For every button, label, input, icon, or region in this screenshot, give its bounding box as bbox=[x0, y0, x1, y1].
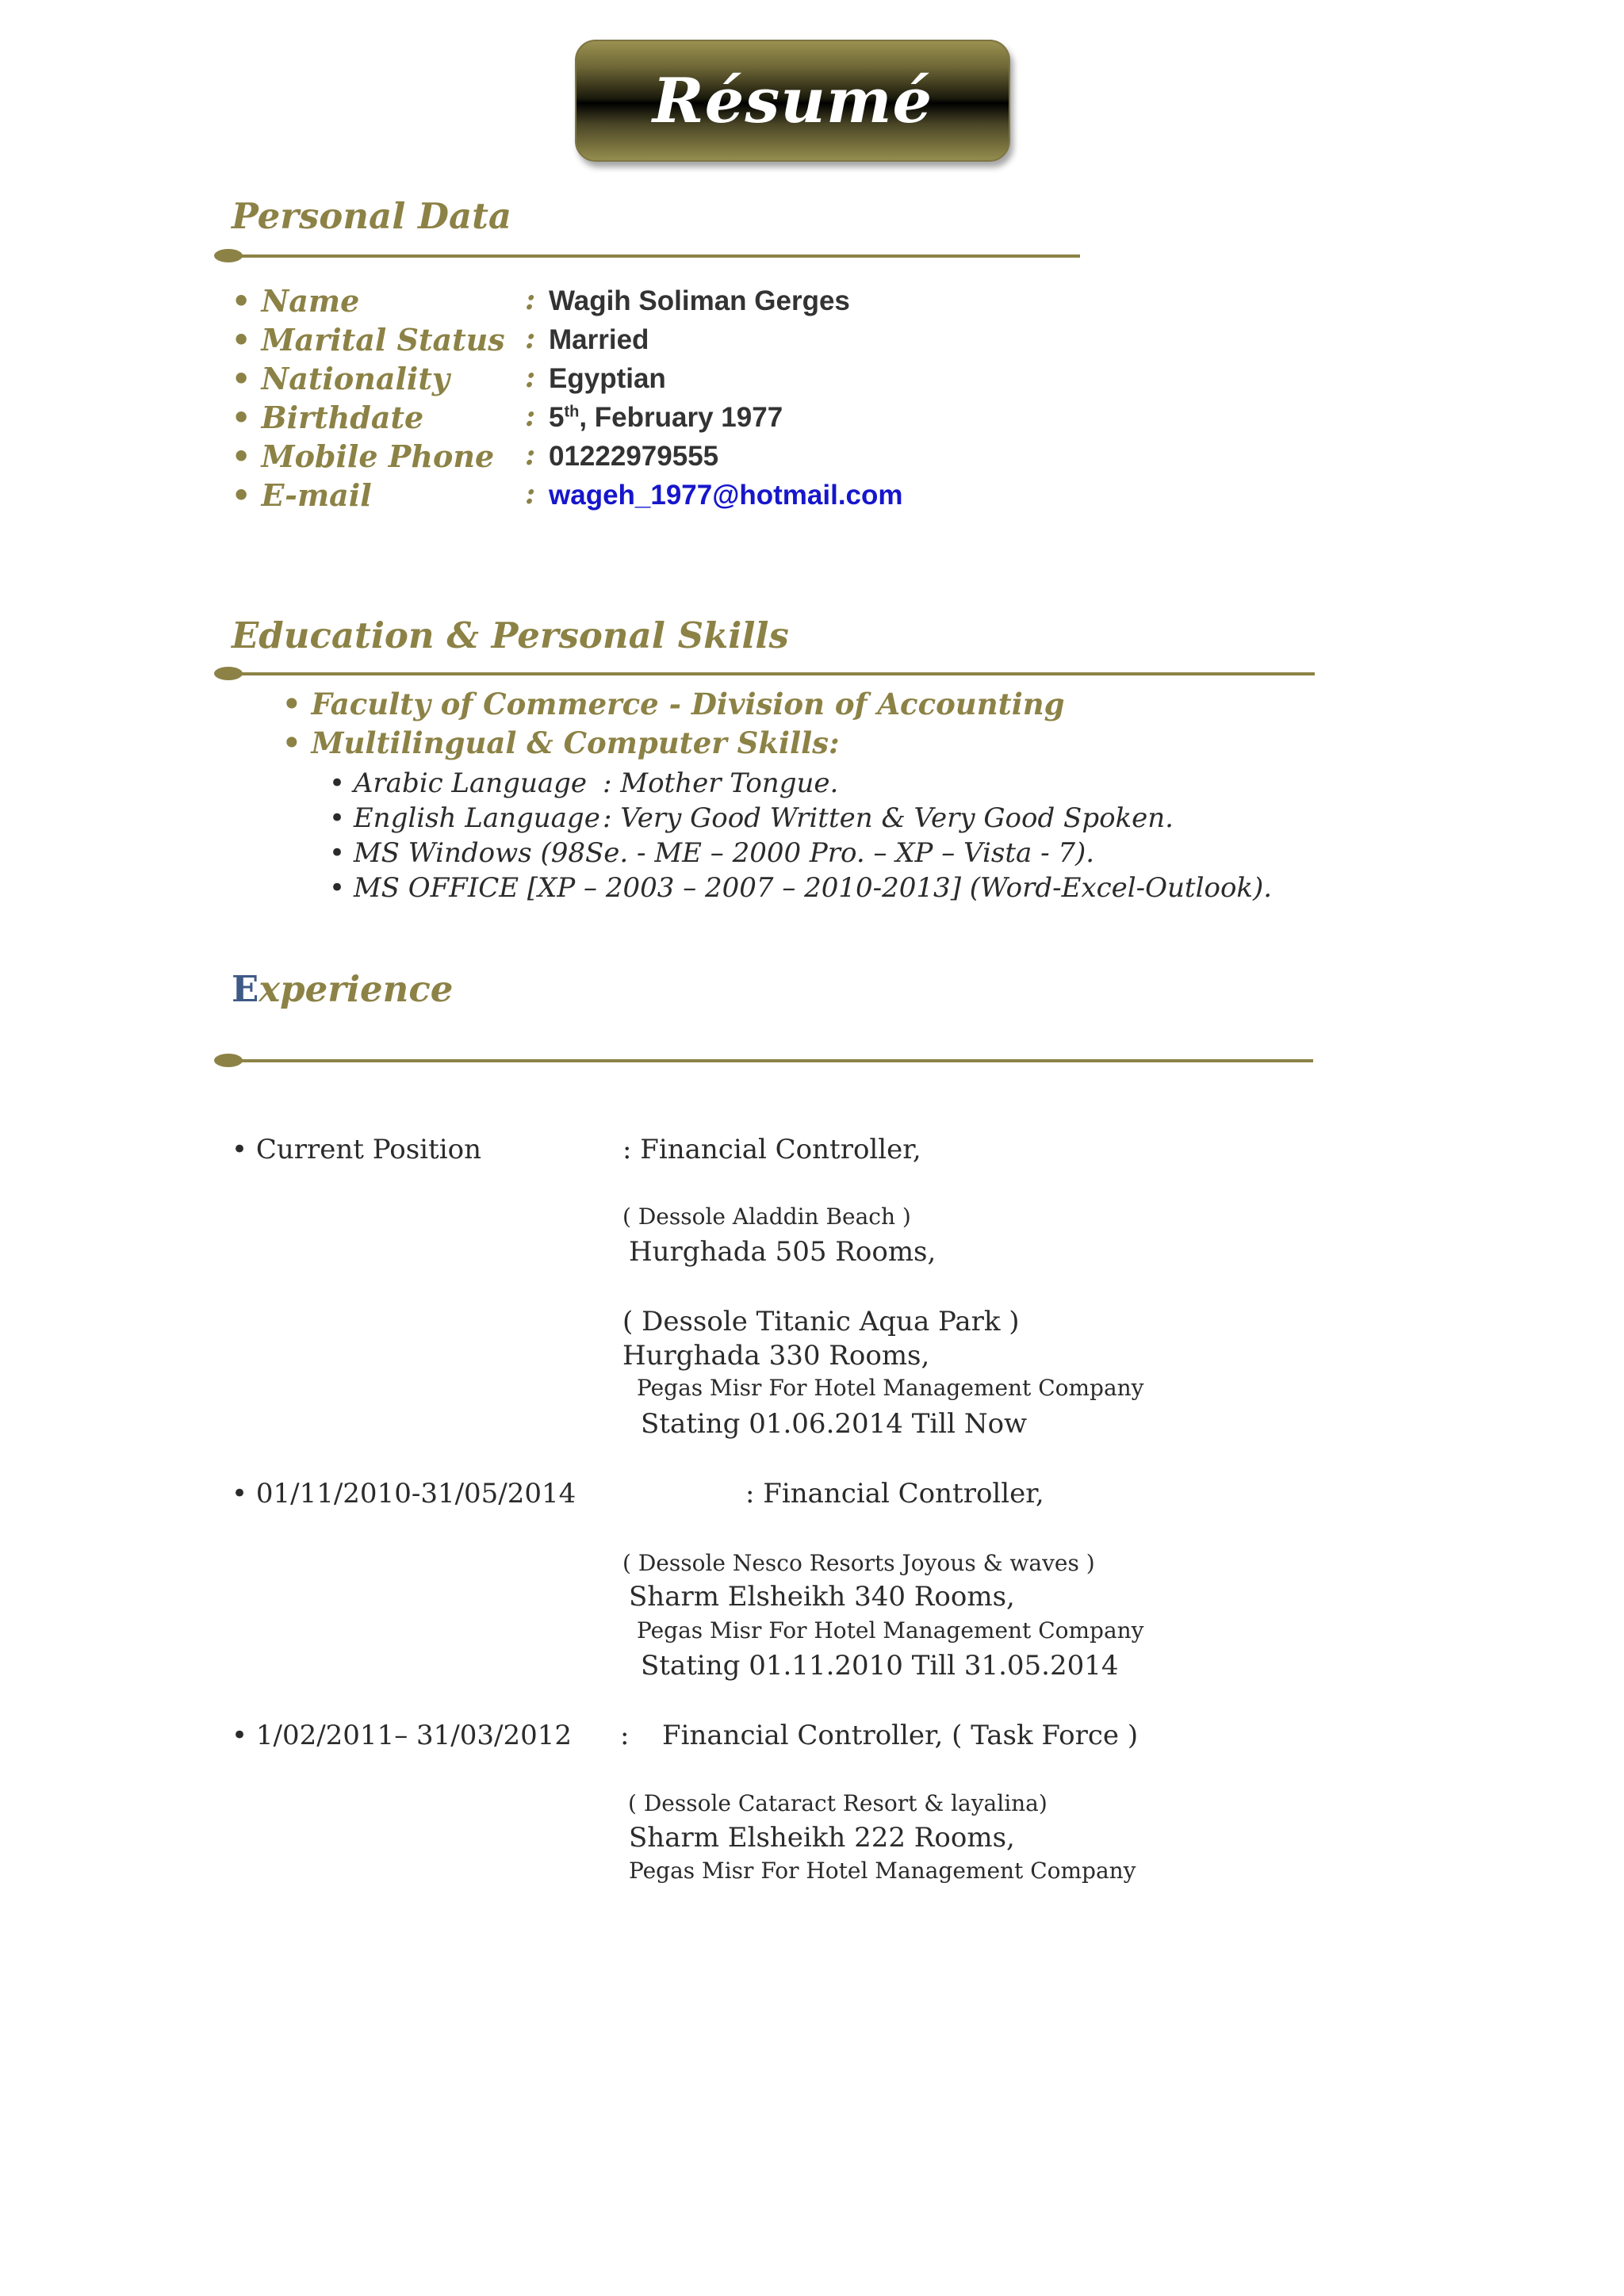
nationality-label: • Nationality bbox=[232, 361, 450, 396]
skill-english-label: • English Language bbox=[329, 802, 600, 834]
job3-title: Financial Controller, ( Task Force ) bbox=[662, 1720, 1139, 1751]
job3-hotel: ( Dessole Cataract Resort & layalina) bbox=[628, 1790, 1048, 1816]
birthdate-value bbox=[549, 402, 783, 434]
job2-dates: Stating 01.11.2010 Till 31.05.2014 bbox=[641, 1650, 1119, 1682]
colon: : bbox=[525, 283, 536, 316]
marital-status-value: Married bbox=[549, 324, 649, 355]
experience-heading-initial: E bbox=[232, 968, 259, 1010]
skill-arabic-level: : Mother Tongue. bbox=[603, 767, 839, 799]
colon: : bbox=[525, 322, 536, 355]
mobile-phone-row bbox=[232, 438, 1104, 477]
birthdate-row bbox=[232, 400, 1104, 438]
skill-english bbox=[329, 802, 1174, 834]
colon: : bbox=[525, 477, 536, 511]
resume-title: Résumé bbox=[652, 64, 933, 137]
job3-location: Sharm Elsheikh 222 Rooms, bbox=[629, 1822, 1015, 1854]
job3-colon: : bbox=[620, 1720, 630, 1751]
personal-data-heading: Personal Data bbox=[232, 195, 512, 237]
job1-period: • Current Position bbox=[232, 1134, 481, 1165]
mobile-phone-value: 01222979555 bbox=[549, 441, 719, 472]
personal-data-divider bbox=[216, 254, 1080, 258]
education-divider bbox=[216, 672, 1315, 675]
education-heading: Education & Personal Skills bbox=[232, 614, 789, 656]
job3-period: • 1/02/2011– 31/03/2012 bbox=[232, 1720, 572, 1751]
mobile-phone-label: • Mobile Phone bbox=[232, 438, 495, 474]
job2-period: • 01/11/2010-31/05/2014 bbox=[232, 1478, 576, 1510]
birthdate-day: 5 bbox=[549, 402, 565, 433]
name-label: • Name bbox=[232, 283, 360, 319]
marital-status-label: • Marital Status bbox=[232, 322, 505, 358]
birthdate-rest: , February 1977 bbox=[579, 402, 783, 433]
job3-company: Pegas Misr For Hotel Management Company bbox=[629, 1858, 1136, 1884]
colon: : bbox=[525, 361, 536, 394]
email-row bbox=[232, 477, 1104, 516]
email-label: • E-mail bbox=[232, 477, 372, 513]
birthdate-label: • Birthdate bbox=[232, 400, 424, 435]
job1-hotel-a: ( Dessole Aladdin Beach ) bbox=[622, 1203, 911, 1230]
experience-heading-rest: xperience bbox=[259, 968, 454, 1010]
title-badge bbox=[575, 40, 1010, 162]
skill-ms-office: • MS OFFICE [XP – 2003 – 2007 – 2010-2013] (Word-Excel-Outlook). bbox=[329, 872, 1273, 904]
colon: : bbox=[525, 400, 536, 433]
experience-divider bbox=[216, 1059, 1313, 1062]
job2-location: Sharm Elsheikh 340 Rooms, bbox=[629, 1581, 1015, 1613]
job1-title: : Financial Controller, bbox=[622, 1134, 921, 1165]
skill-english-level: : Very Good Written & Very Good Spoken. bbox=[603, 802, 1174, 834]
nationality-value: Egyptian bbox=[549, 363, 666, 394]
job2-company: Pegas Misr For Hotel Management Company bbox=[637, 1617, 1144, 1644]
job2-title: : Financial Controller, bbox=[745, 1478, 1044, 1510]
marital-status-row bbox=[232, 322, 1104, 361]
job1-hotel-b: ( Dessole Titanic Aqua Park ) bbox=[622, 1306, 1020, 1337]
job1-location-b: Hurghada 330 Rooms, bbox=[622, 1340, 930, 1372]
education-item-skills: • Multilingual & Computer Skills: bbox=[282, 725, 840, 760]
nationality-row bbox=[232, 361, 1104, 400]
colon: : bbox=[525, 438, 536, 472]
name-row bbox=[232, 283, 1104, 322]
skill-arabic-label: • Arabic Language bbox=[329, 767, 587, 799]
skill-ms-windows: • MS Windows (98Se. - ME – 2000 Pro. – XP – Vista - 7). bbox=[329, 837, 1095, 869]
skill-arabic bbox=[329, 767, 839, 799]
job1-company: Pegas Misr For Hotel Management Company bbox=[637, 1375, 1144, 1401]
experience-heading bbox=[232, 968, 453, 1010]
job2-hotel: ( Dessole Nesco Resorts Joyous & waves ) bbox=[622, 1550, 1095, 1576]
email-link[interactable]: wageh_1977@hotmail.com bbox=[549, 480, 903, 511]
name-value: Wagih Soliman Gerges bbox=[549, 285, 850, 316]
job1-location-a: Hurghada 505 Rooms, bbox=[629, 1236, 936, 1268]
education-item-faculty: • Faculty of Commerce - Division of Accounting bbox=[282, 687, 1065, 721]
birthdate-suffix: th bbox=[564, 403, 580, 421]
job1-dates: Stating 01.06.2014 Till Now bbox=[641, 1408, 1028, 1440]
